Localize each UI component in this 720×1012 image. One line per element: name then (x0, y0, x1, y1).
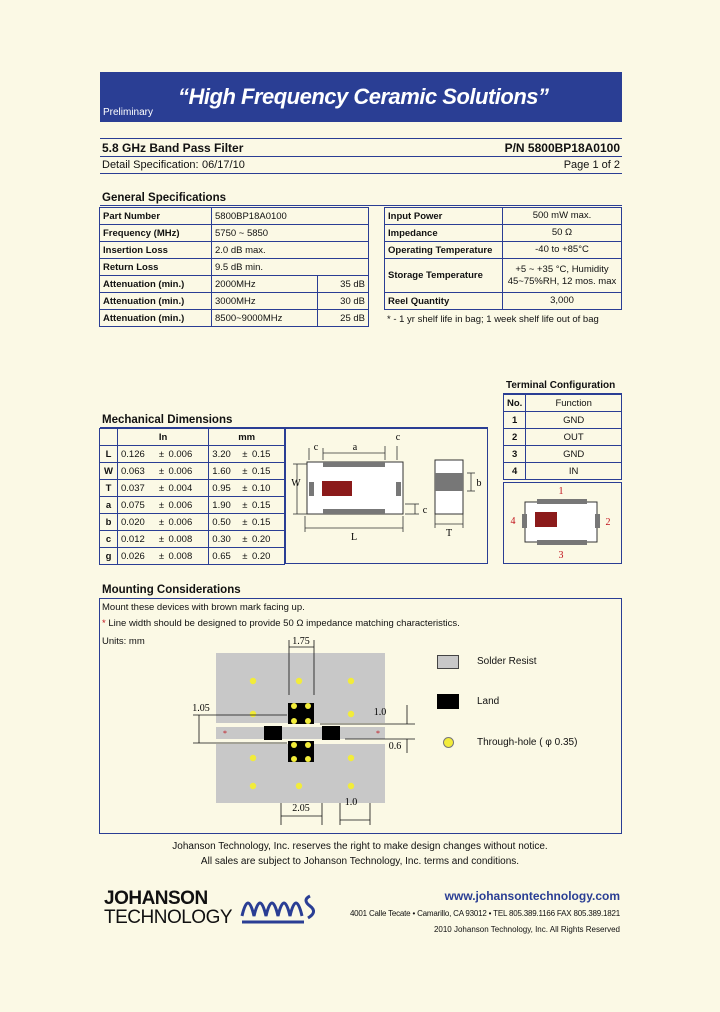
pad-top (323, 462, 385, 467)
mech-in-tol: 0.008 (168, 548, 208, 565)
land-right (322, 726, 340, 740)
terms-notice: All sales are subject to Johanson Technology, Inc. terms and conditions. (200, 856, 520, 867)
spec-value: 50 Ω (503, 225, 622, 242)
mech-row (100, 463, 285, 480)
mech-symbol: T (100, 480, 118, 497)
pad-right (396, 482, 401, 496)
mech-mm-tol: 0.15 (252, 463, 285, 480)
general-specs-left-table (99, 207, 369, 327)
terminal-no: 3 (504, 446, 526, 463)
units-label: Units: mm (102, 636, 145, 647)
spec-value: 3000MHz (212, 293, 318, 310)
spec-label: Frequency (MHz) (100, 225, 212, 242)
terminal-function: GND (526, 412, 622, 429)
pin-2-pad (595, 514, 600, 528)
mech-in-value: 0.075 (118, 497, 158, 514)
mech-in-tol: 0.006 (168, 446, 208, 463)
mech-pm: ± (158, 548, 169, 565)
dim-c-left: c (313, 442, 319, 453)
logo-waves (242, 903, 304, 922)
mech-mm-tol: 0.20 (252, 531, 285, 548)
mech-mm-value: 0.65 (209, 548, 242, 565)
mech-mm-value: 1.60 (209, 463, 242, 480)
mech-pm: ± (241, 463, 252, 480)
mech-mm-value: 1.90 (209, 497, 242, 514)
dim-l: L (350, 532, 358, 543)
line-width-marker-right: * (376, 729, 380, 738)
legend-through-hole-swatch (443, 737, 454, 748)
mech-in-value: 0.026 (118, 548, 158, 565)
line-width-star: * (102, 618, 106, 629)
spec-row (100, 293, 369, 310)
dim-t: T (445, 528, 453, 539)
mech-mm-tol: 0.15 (252, 514, 285, 531)
dim-w: W (291, 478, 301, 489)
mech-row (100, 480, 285, 497)
spec-row (100, 310, 369, 327)
line-width-marker-left: * (223, 729, 227, 738)
spec-label: Attenuation (min.) (100, 310, 212, 327)
mech-pm: ± (158, 463, 169, 480)
terminal-function: GND (526, 446, 622, 463)
detail-spec-label: Detail Specification: (102, 159, 199, 171)
terminal-no: 2 (504, 429, 526, 446)
mech-mm-value: 0.30 (209, 531, 242, 548)
mech-in-tol: 0.004 (168, 480, 208, 497)
spec-row (385, 208, 622, 225)
logo-technology: TECHNOLOGY (104, 907, 233, 928)
website[interactable]: www.johansontechnology.com (444, 889, 620, 903)
terminal-row (504, 412, 622, 429)
terminal-header-function: Function (526, 395, 622, 412)
dim-c-bottom: c (422, 505, 428, 516)
orientation-mark (535, 512, 557, 527)
mechanical-dims-title: Mechanical Dimensions (102, 414, 233, 426)
terminal-function: OUT (526, 429, 622, 446)
page-number: Page 1 of 2 (563, 159, 620, 171)
spec-row (100, 276, 369, 293)
terminal-row (504, 429, 622, 446)
mech-symbol: W (100, 463, 118, 480)
spec-label: Attenuation (min.) (100, 293, 212, 310)
legend-land-swatch (437, 694, 459, 709)
spec-extra: 30 dB (318, 293, 369, 310)
pad-bottom (323, 509, 385, 514)
mech-symbol: L (100, 446, 118, 463)
spec-row (385, 259, 622, 293)
land-pattern-drawing (185, 635, 425, 830)
dim-a: a (352, 442, 358, 453)
general-specs-title: General Specifications (102, 192, 226, 204)
product-name: 5.8 GHz Band Pass Filter (102, 141, 244, 155)
mech-pm: ± (241, 446, 252, 463)
spec-label: Reel Quantity (385, 293, 503, 310)
spec-value: 9.5 dB min. (212, 259, 369, 276)
dim-1-75: 1.75 (292, 636, 310, 647)
mech-in-tol: 0.006 (168, 497, 208, 514)
spec-row (385, 242, 622, 259)
spec-row (100, 259, 369, 276)
terminal-no: 4 (504, 463, 526, 480)
mech-header-mm: mm (209, 429, 285, 446)
mech-pm: ± (241, 497, 252, 514)
mech-mm-tol: 0.10 (252, 480, 285, 497)
dim-1-0-top: 1.0 (373, 707, 387, 718)
spec-label: Operating Temperature (385, 242, 503, 259)
spec-label: Storage Temperature (385, 259, 503, 293)
land-left (264, 726, 282, 740)
mech-in-value: 0.126 (118, 446, 158, 463)
johanson-logo-mark (238, 886, 323, 926)
mechanical-drawing (285, 428, 488, 564)
shelf-life-footnote: * - 1 yr shelf life in bag; 1 week shelf life out of bag (387, 314, 599, 325)
spec-row (100, 225, 369, 242)
spec-row (385, 293, 622, 310)
terminal-config-title: Terminal Configuration (506, 380, 616, 391)
spec-label: Attenuation (min.) (100, 276, 212, 293)
mech-in-tol: 0.006 (168, 514, 208, 531)
mech-row (100, 514, 285, 531)
mech-mm-tol: 0.20 (252, 548, 285, 565)
spec-value: 5750 ~ 5850 (212, 225, 369, 242)
spec-value: 2000MHz (212, 276, 318, 293)
pin-2-label: 2 (605, 517, 611, 528)
mechanical-dims-table (99, 428, 285, 565)
spec-label: Part Number (100, 208, 212, 225)
terminal-header-row (504, 395, 622, 412)
dim-2-05: 2.05 (292, 803, 310, 814)
general-specs-right-table (384, 207, 622, 310)
mech-pm: ± (158, 446, 169, 463)
mech-mm-tol: 0.15 (252, 497, 285, 514)
spec-label: Input Power (385, 208, 503, 225)
orientation-mark (322, 481, 352, 496)
mech-row (100, 531, 285, 548)
terminal-function: IN (526, 463, 622, 480)
address: 4001 Calle Tecate • Camarillo, CA 93012 • TEL 805.389.1166 FAX 805.389.1821 (349, 909, 620, 918)
spec-value: 5800BP18A0100 (212, 208, 369, 225)
mech-pm: ± (241, 480, 252, 497)
spec-value: 2.0 dB max. (212, 242, 369, 259)
mech-header-blank (100, 429, 118, 446)
pin-3-label: 3 (558, 550, 564, 561)
signal-line (216, 727, 385, 739)
dim-0-6: 0.6 (388, 741, 402, 752)
spec-row (100, 242, 369, 259)
mech-pm: ± (158, 480, 169, 497)
spec-label: Impedance (385, 225, 503, 242)
spec-value: 3,000 (503, 293, 622, 310)
spec-label: Insertion Loss (100, 242, 212, 259)
dim-b: b (476, 478, 482, 489)
mech-in-value: 0.063 (118, 463, 158, 480)
divider (100, 156, 622, 157)
pin-3-pad (537, 540, 587, 545)
mech-symbol: b (100, 514, 118, 531)
pin-4-label: 4 (510, 516, 516, 527)
spec-value: 500 mW max. (503, 208, 622, 225)
mounting-line-1: Mount these devices with brown mark facing up. (102, 602, 305, 613)
logo-johanson: JOHANSON (104, 888, 208, 909)
mech-pm: ± (158, 531, 169, 548)
dim-c-right: c (395, 432, 401, 443)
mech-symbol: c (100, 531, 118, 548)
mech-row (100, 446, 285, 463)
spec-row (100, 208, 369, 225)
mech-mm-value: 3.20 (209, 446, 242, 463)
pad-left (309, 482, 314, 496)
terminal-diagram (503, 482, 622, 564)
mech-mm-tol: 0.15 (252, 446, 285, 463)
legend-solder-resist: Solder Resist (477, 656, 537, 667)
spec-label: Return Loss (100, 259, 212, 276)
mech-pm: ± (241, 514, 252, 531)
mech-row (100, 548, 285, 565)
part-number: P/N 5800BP18A0100 (504, 141, 620, 155)
header-banner (100, 72, 622, 122)
spec-extra: 25 dB (318, 310, 369, 327)
terminal-row (504, 446, 622, 463)
terminal-no: 1 (504, 412, 526, 429)
mech-pm: ± (241, 531, 252, 548)
legend-land: Land (477, 696, 500, 707)
preliminary-label: Preliminary (103, 107, 154, 118)
spec-extra: 35 dB (318, 276, 369, 293)
mech-in-value: 0.012 (118, 531, 158, 548)
mech-in-tol: 0.006 (168, 463, 208, 480)
spec-value: +5 ~ +35 °C, Humidity 45~75%RH, 12 mos. max (503, 259, 622, 293)
mech-pm: ± (158, 514, 169, 531)
mech-symbol: a (100, 497, 118, 514)
mech-pm: ± (241, 548, 252, 565)
mech-in-value: 0.037 (118, 480, 158, 497)
terminal-header-no: No. (504, 395, 526, 412)
legend-through-hole: Through-hole ( φ 0.35) (477, 737, 578, 748)
copyright: 2010 Johanson Technology, Inc. All Rights Reserved (433, 925, 620, 934)
legend-solder-resist-swatch (437, 655, 459, 669)
spec-row (385, 225, 622, 242)
design-change-notice: Johanson Technology, Inc. reserves the right to make design changes without notice. (172, 841, 548, 852)
terminal-table (503, 394, 622, 480)
divider (100, 138, 622, 139)
chip-top-view (307, 462, 403, 514)
pin-1-label: 1 (558, 486, 564, 497)
mech-pm: ± (158, 497, 169, 514)
terminal-row (504, 463, 622, 480)
pin-4-pad (522, 514, 527, 528)
mech-in-tol: 0.008 (168, 531, 208, 548)
dim-1-05: 1.05 (192, 703, 210, 714)
mech-mm-value: 0.95 (209, 480, 242, 497)
pin-1-pad (537, 499, 587, 504)
mech-symbol: g (100, 548, 118, 565)
mech-row (100, 497, 285, 514)
dim-1-0-bottom: 1.0 (344, 797, 358, 808)
logo-s (306, 896, 314, 918)
line-width-text: Line width should be designed to provide 50 Ω impedance matching characteristics. (108, 618, 460, 629)
mech-header-in: In (118, 429, 209, 446)
mech-mm-value: 0.50 (209, 514, 242, 531)
divider (100, 173, 622, 174)
spec-value: -40 to +85°C (503, 242, 622, 259)
divider (100, 205, 622, 206)
side-pad (435, 473, 463, 491)
header-title: “High Frequency Ceramic Solutions” (178, 84, 549, 109)
mech-in-value: 0.020 (118, 514, 158, 531)
detail-spec-date: 06/17/10 (202, 159, 245, 171)
mounting-title: Mounting Considerations (102, 584, 241, 596)
mounting-line-2 (102, 618, 460, 629)
mech-header-row (100, 429, 285, 446)
spec-value: 8500~9000MHz (212, 310, 318, 327)
